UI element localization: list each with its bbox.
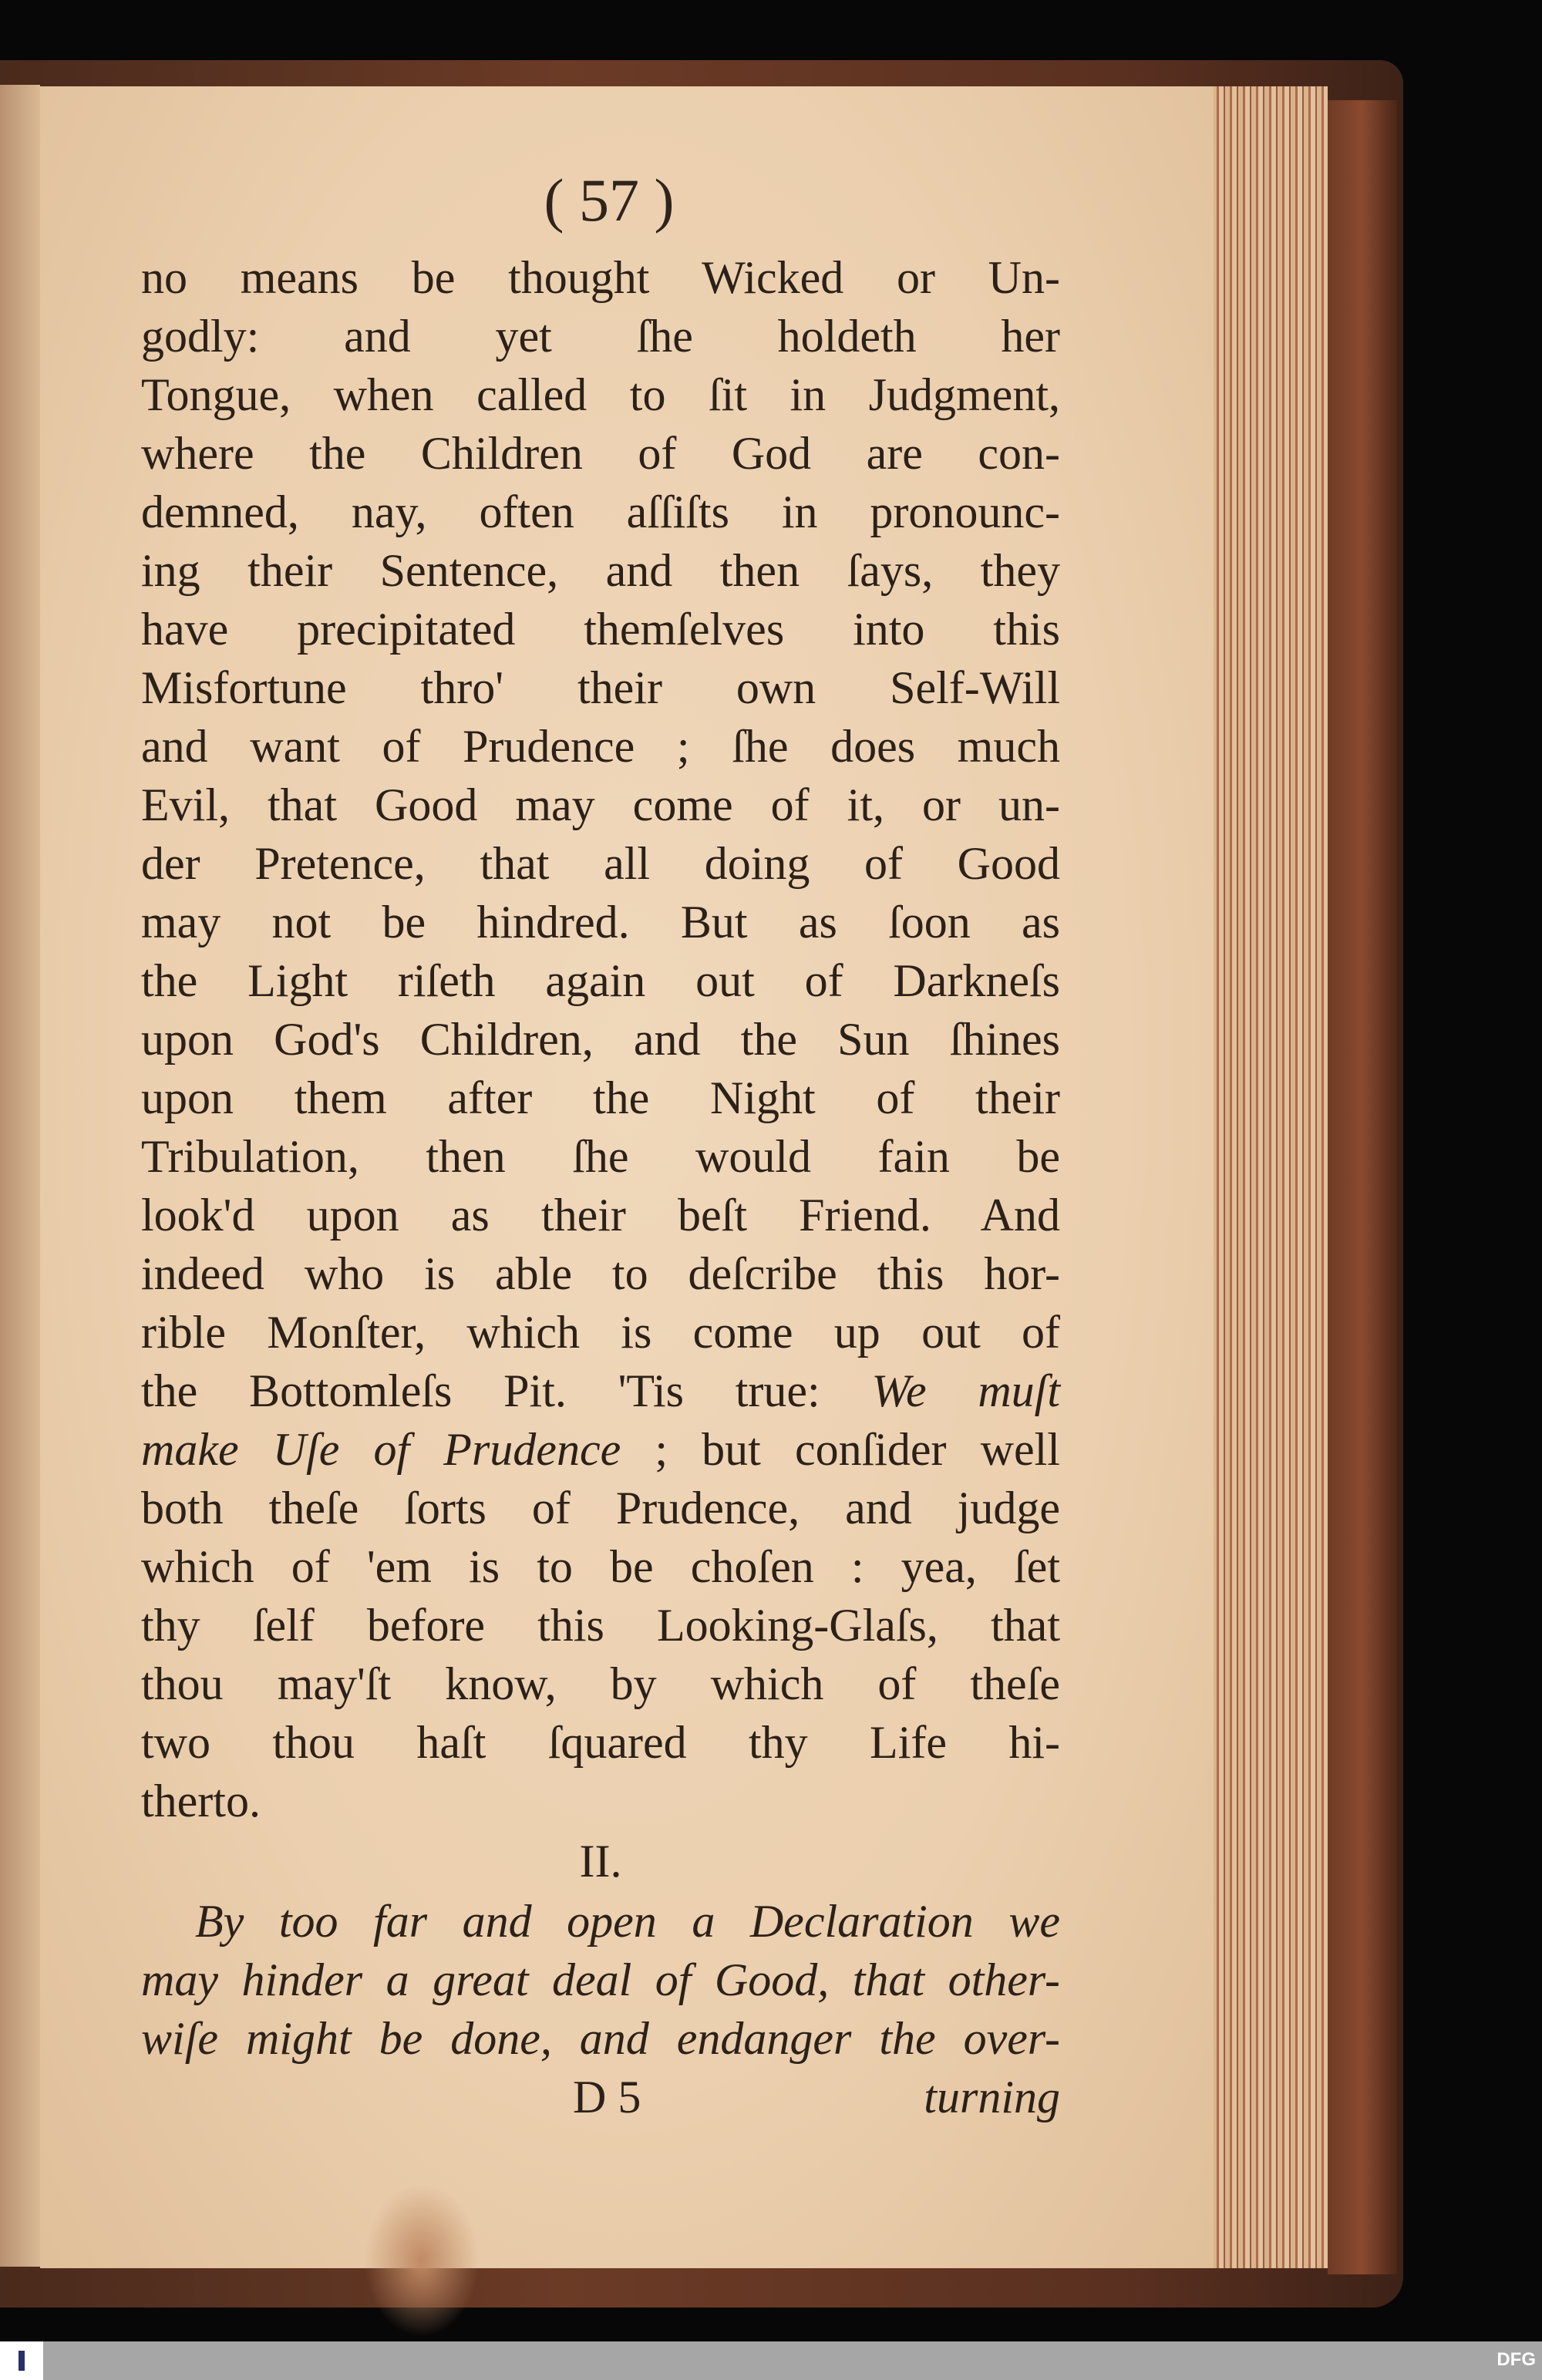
- text-line: [141, 1010, 1060, 1069]
- text-segment: godly: and yet ſhe holdeth her: [141, 311, 1060, 362]
- cover-edge: [1328, 100, 1397, 2274]
- text-segment: and want of Prudence ; ſhe does much: [141, 721, 1060, 772]
- text-segment: no means be thought Wicked or Un-: [141, 252, 1060, 303]
- text-segment: the Bottomleſs Pit. 'Tis true:: [141, 1365, 872, 1416]
- text-segment: may not be hindred. But as ſoon as: [141, 897, 1060, 948]
- text-segment: der Pretence, that all doing of Good: [141, 838, 1060, 889]
- text-line: [141, 1244, 1060, 1303]
- text-segment: both theſe ſorts of Prudence, and judge: [141, 1483, 1060, 1533]
- text-line: [141, 1479, 1060, 1537]
- text-segment: Evil, that Good may come of it, or un-: [141, 779, 1060, 830]
- dfg-logo: DFG: [1497, 2349, 1536, 2370]
- text-line: [141, 541, 1060, 600]
- text-line: [141, 1069, 1060, 1127]
- logo-figure-icon: [19, 2351, 25, 2371]
- text-line: [141, 1713, 1060, 1772]
- text-segment: Tribulation, then ſhe would fain be: [141, 1131, 1060, 1182]
- footer-bar: [0, 2341, 1542, 2380]
- text-line: [141, 717, 1060, 776]
- text-segment: ing their Sentence, and then ſays, they: [141, 545, 1060, 596]
- text-segment: Tongue, when called to ſit in Judgment,: [141, 369, 1060, 420]
- facing-page-edge: [0, 85, 40, 2267]
- italic-text-line: may hinder a great deal of Good, that other-: [141, 1954, 1060, 2005]
- text-segment: therto.: [141, 1776, 261, 1826]
- institution-logo: [0, 2341, 43, 2380]
- text-segment: where the Children of God are con-: [141, 428, 1060, 479]
- text-line: [141, 248, 1060, 307]
- text-segment: look'd upon as their beſt Friend. And: [141, 1190, 1060, 1240]
- text-line: [141, 1127, 1060, 1186]
- text-segment: thy ſelf before this Looking-Glaſs, that: [141, 1600, 1060, 1651]
- text-segment: upon God's Children, and the Sun ſhines: [141, 1014, 1060, 1065]
- text-segment: which of 'em is to be choſen : yea, ſet: [141, 1541, 1060, 1592]
- text-segment: the Light riſeth again out of Darkneſs: [141, 955, 1060, 1006]
- text-line: [141, 424, 1060, 483]
- catchword: turning: [924, 2072, 1060, 2122]
- stain: [364, 2183, 480, 2338]
- italic-text: We muſt: [871, 1365, 1060, 1416]
- catchline: [141, 2068, 1060, 2126]
- text-line: [141, 834, 1060, 893]
- text-line: [141, 951, 1060, 1010]
- text-line: [141, 365, 1060, 424]
- section-paragraph: [141, 1892, 1060, 2068]
- page-fore-edge: [1212, 86, 1328, 2268]
- italic-text-line: By too far and open a Declaration we: [195, 1896, 1060, 1947]
- text-line: [141, 307, 1060, 365]
- text-segment: Misfortune thro' their own Self-Will: [141, 662, 1060, 713]
- text-line: [141, 776, 1060, 834]
- text-segment: two thou haſt ſquared thy Life hi-: [141, 1717, 1060, 1768]
- text-line: [141, 1186, 1060, 1244]
- text-line: [141, 483, 1060, 541]
- text-line: [141, 893, 1060, 951]
- text-segment: demned, nay, often aſſiſts in pronounc-: [141, 486, 1060, 537]
- text-line: [141, 1537, 1060, 1596]
- text-segment: ; but conſider well: [621, 1424, 1060, 1475]
- italic-text-line: wiſe might be done, and endanger the over-: [141, 2013, 1060, 2064]
- text-segment: thou may'ſt know, by which of theſe: [141, 1658, 1060, 1709]
- text-line: [141, 1362, 1060, 1420]
- text-segment: upon them after the Night of their: [141, 1072, 1060, 1123]
- page-number: ( 57 ): [544, 167, 675, 234]
- text-line: [141, 1420, 1060, 1479]
- text-segment: have precipitated themſelves into this: [141, 604, 1060, 655]
- text-line: [141, 1303, 1060, 1362]
- text-line: [141, 600, 1060, 658]
- text-segment: indeed who is able to deſcribe this hor-: [141, 1248, 1060, 1299]
- italic-text: make Uſe of Prudence: [141, 1424, 621, 1475]
- text-line: [141, 1655, 1060, 1713]
- section-numeral: II.: [579, 1836, 622, 1887]
- text-segment: rible Monſter, which is come up out of: [141, 1307, 1060, 1358]
- text-line: [141, 658, 1060, 717]
- body-paragraph: [141, 248, 1060, 1830]
- page-text: [141, 248, 1060, 2126]
- signature-mark: D 5: [573, 2072, 641, 2122]
- text-line: [141, 1772, 1060, 1830]
- text-line: [141, 1596, 1060, 1655]
